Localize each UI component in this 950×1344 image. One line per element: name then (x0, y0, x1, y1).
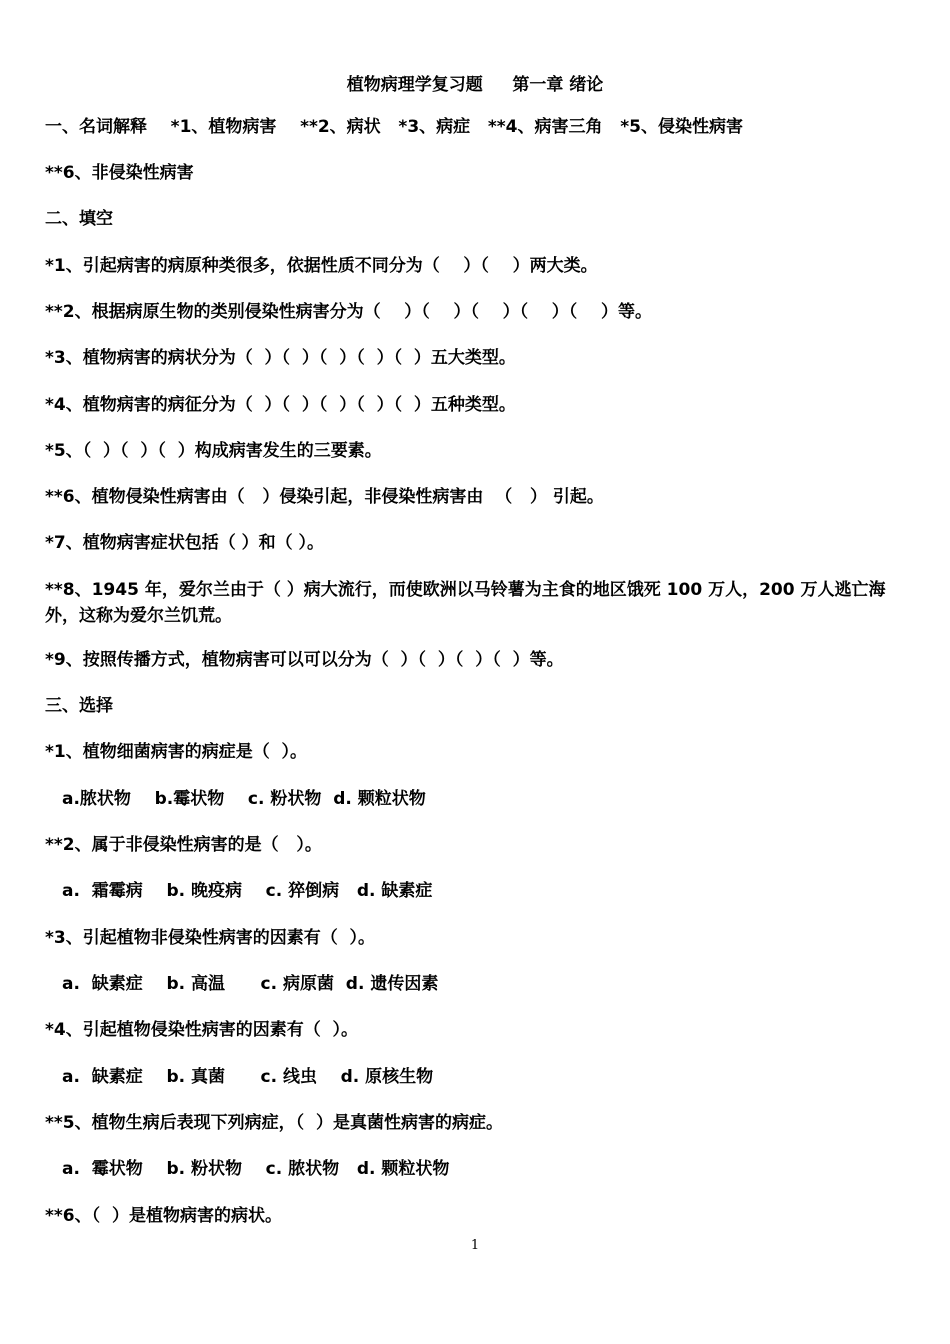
choice-options-5: a. 霉状物 b. 粉状物 c. 脓状物 d. 颗粒状物 (62, 1159, 450, 1179)
choice-question-3: *3、引起植物非侵染性病害的因素有（ ）。 (45, 928, 376, 948)
choice-question-4: *4、引起植物侵染性病害的因素有（ ）。 (45, 1020, 359, 1040)
fill-question-4: *4、植物病害的病征分为（ ）（ ）（ ）（ ）（ ）五种类型。 (45, 395, 516, 415)
choice-question-2: **2、属于非侵染性病害的是（ ）。 (45, 835, 322, 855)
choice-question-1: *1、植物细菌病害的病症是（ ）。 (45, 742, 308, 762)
choice-options-4: a. 缺素症 b. 真菌 c. 线虫 d. 原核生物 (62, 1067, 434, 1087)
section-2-heading: 二、填空 (45, 209, 113, 229)
fill-question-3: *3、植物病害的病状分为（ ）（ ）（ ）（ ）（ ）五大类型。 (45, 348, 516, 368)
page-number: 1 (470, 1238, 480, 1253)
choice-question-6: **6、（ ）是植物病害的病状。 (45, 1206, 282, 1226)
fill-question-7: *7、植物病害症状包括（ ）和（ ）。 (45, 533, 325, 553)
fill-question-9: *9、按照传播方式，植物病害可以可以分为（ ）（ ）（ ）（ ）等。 (45, 650, 564, 670)
choice-options-1: a.脓状物 b.霉状物 c. 粉状物 d. 颗粒状物 (62, 789, 426, 809)
term-6: **6、非侵染性病害 (45, 163, 194, 183)
choice-question-5: **5、植物生病后表现下列病症，（ ）是真菌性病害的病症。 (45, 1113, 503, 1133)
fill-question-8: **8、1945 年，爱尔兰由于（ ）病大流行，而使欧洲以马铃薯为主食的地区饿死 100 万人，200 万人逃亡海外，这称为爱尔兰饥荒。 (45, 580, 886, 626)
section-1-terms: 一、名词解释 *1、植物病害 **2、病状 *3、病症 **4、病害三角 *5、侵染性病害 (45, 117, 743, 137)
choice-options-2: a. 霜霉病 b. 晚疫病 c. 猝倒病 d. 缺素症 (62, 881, 433, 901)
page-title: 植物病理学复习题 第一章 绪论 (346, 75, 604, 95)
fill-question-5: *5、（ ）（ ）（ ）构成病害发生的三要素。 (45, 441, 382, 461)
fill-question-6: **6、植物侵染性病害由（ ）侵染引起，非侵染性病害由 （ ） 引起。 (45, 487, 604, 507)
section-3-heading: 三、选择 (45, 696, 113, 716)
fill-question-1: *1、引起病害的病原种类很多，依据性质不同分为（ ）（ ）两大类。 (45, 256, 598, 276)
choice-options-3: a. 缺素症 b. 高温 c. 病原菌 d. 遗传因素 (62, 974, 439, 994)
fill-question-2: **2、根据病原生物的类别侵染性病害分为（ ）（ ）（ ）（ ）（ ）等。 (45, 302, 652, 322)
